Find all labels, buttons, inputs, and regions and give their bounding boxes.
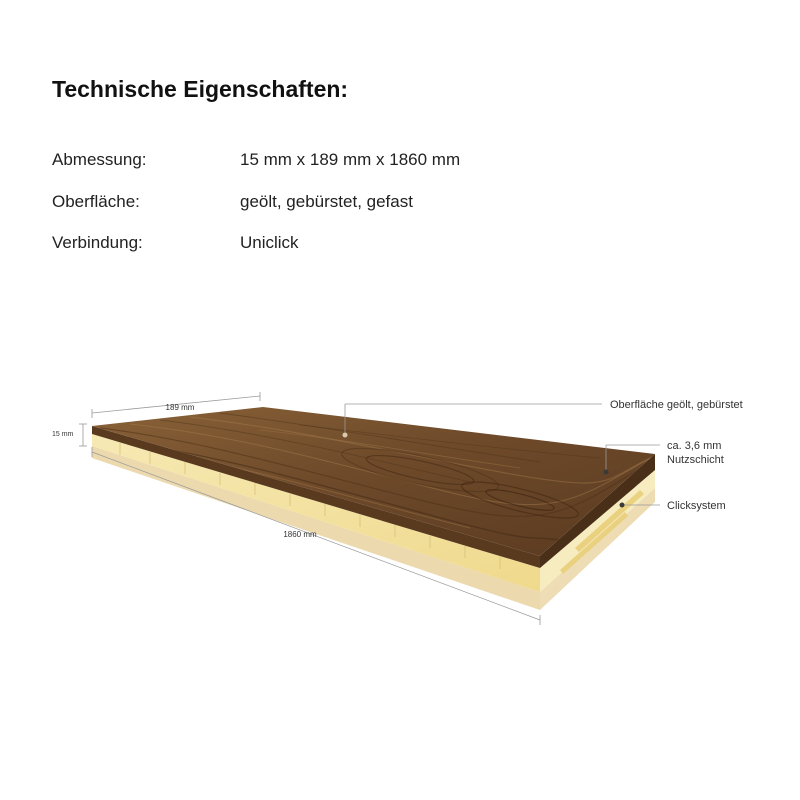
thickness-dimension — [79, 424, 87, 446]
spec-value: 15 mm x 189 mm x 1860 mm — [240, 150, 461, 169]
wear-layer-value: ca. 3,6 mm — [667, 440, 722, 452]
spec-value: Uniclick — [240, 233, 299, 252]
width-label: 189 mm — [165, 403, 195, 412]
click-callout-label: Clicksystem — [667, 500, 726, 512]
surface-callout-label: Oberfläche geölt, gebürstet — [610, 399, 743, 411]
spec-label: Abmessung: — [52, 150, 147, 169]
page-title: Technische Eigenschaften: — [52, 76, 349, 102]
thickness-label: 15 mm — [52, 431, 74, 438]
spec-label: Oberfläche: — [52, 192, 140, 211]
spec-value: geölt, gebürstet, gefast — [240, 192, 413, 211]
wear-layer-name: Nutzschicht — [667, 454, 724, 466]
spec-label: Verbindung: — [52, 233, 143, 252]
length-label: 1860 mm — [283, 530, 317, 539]
